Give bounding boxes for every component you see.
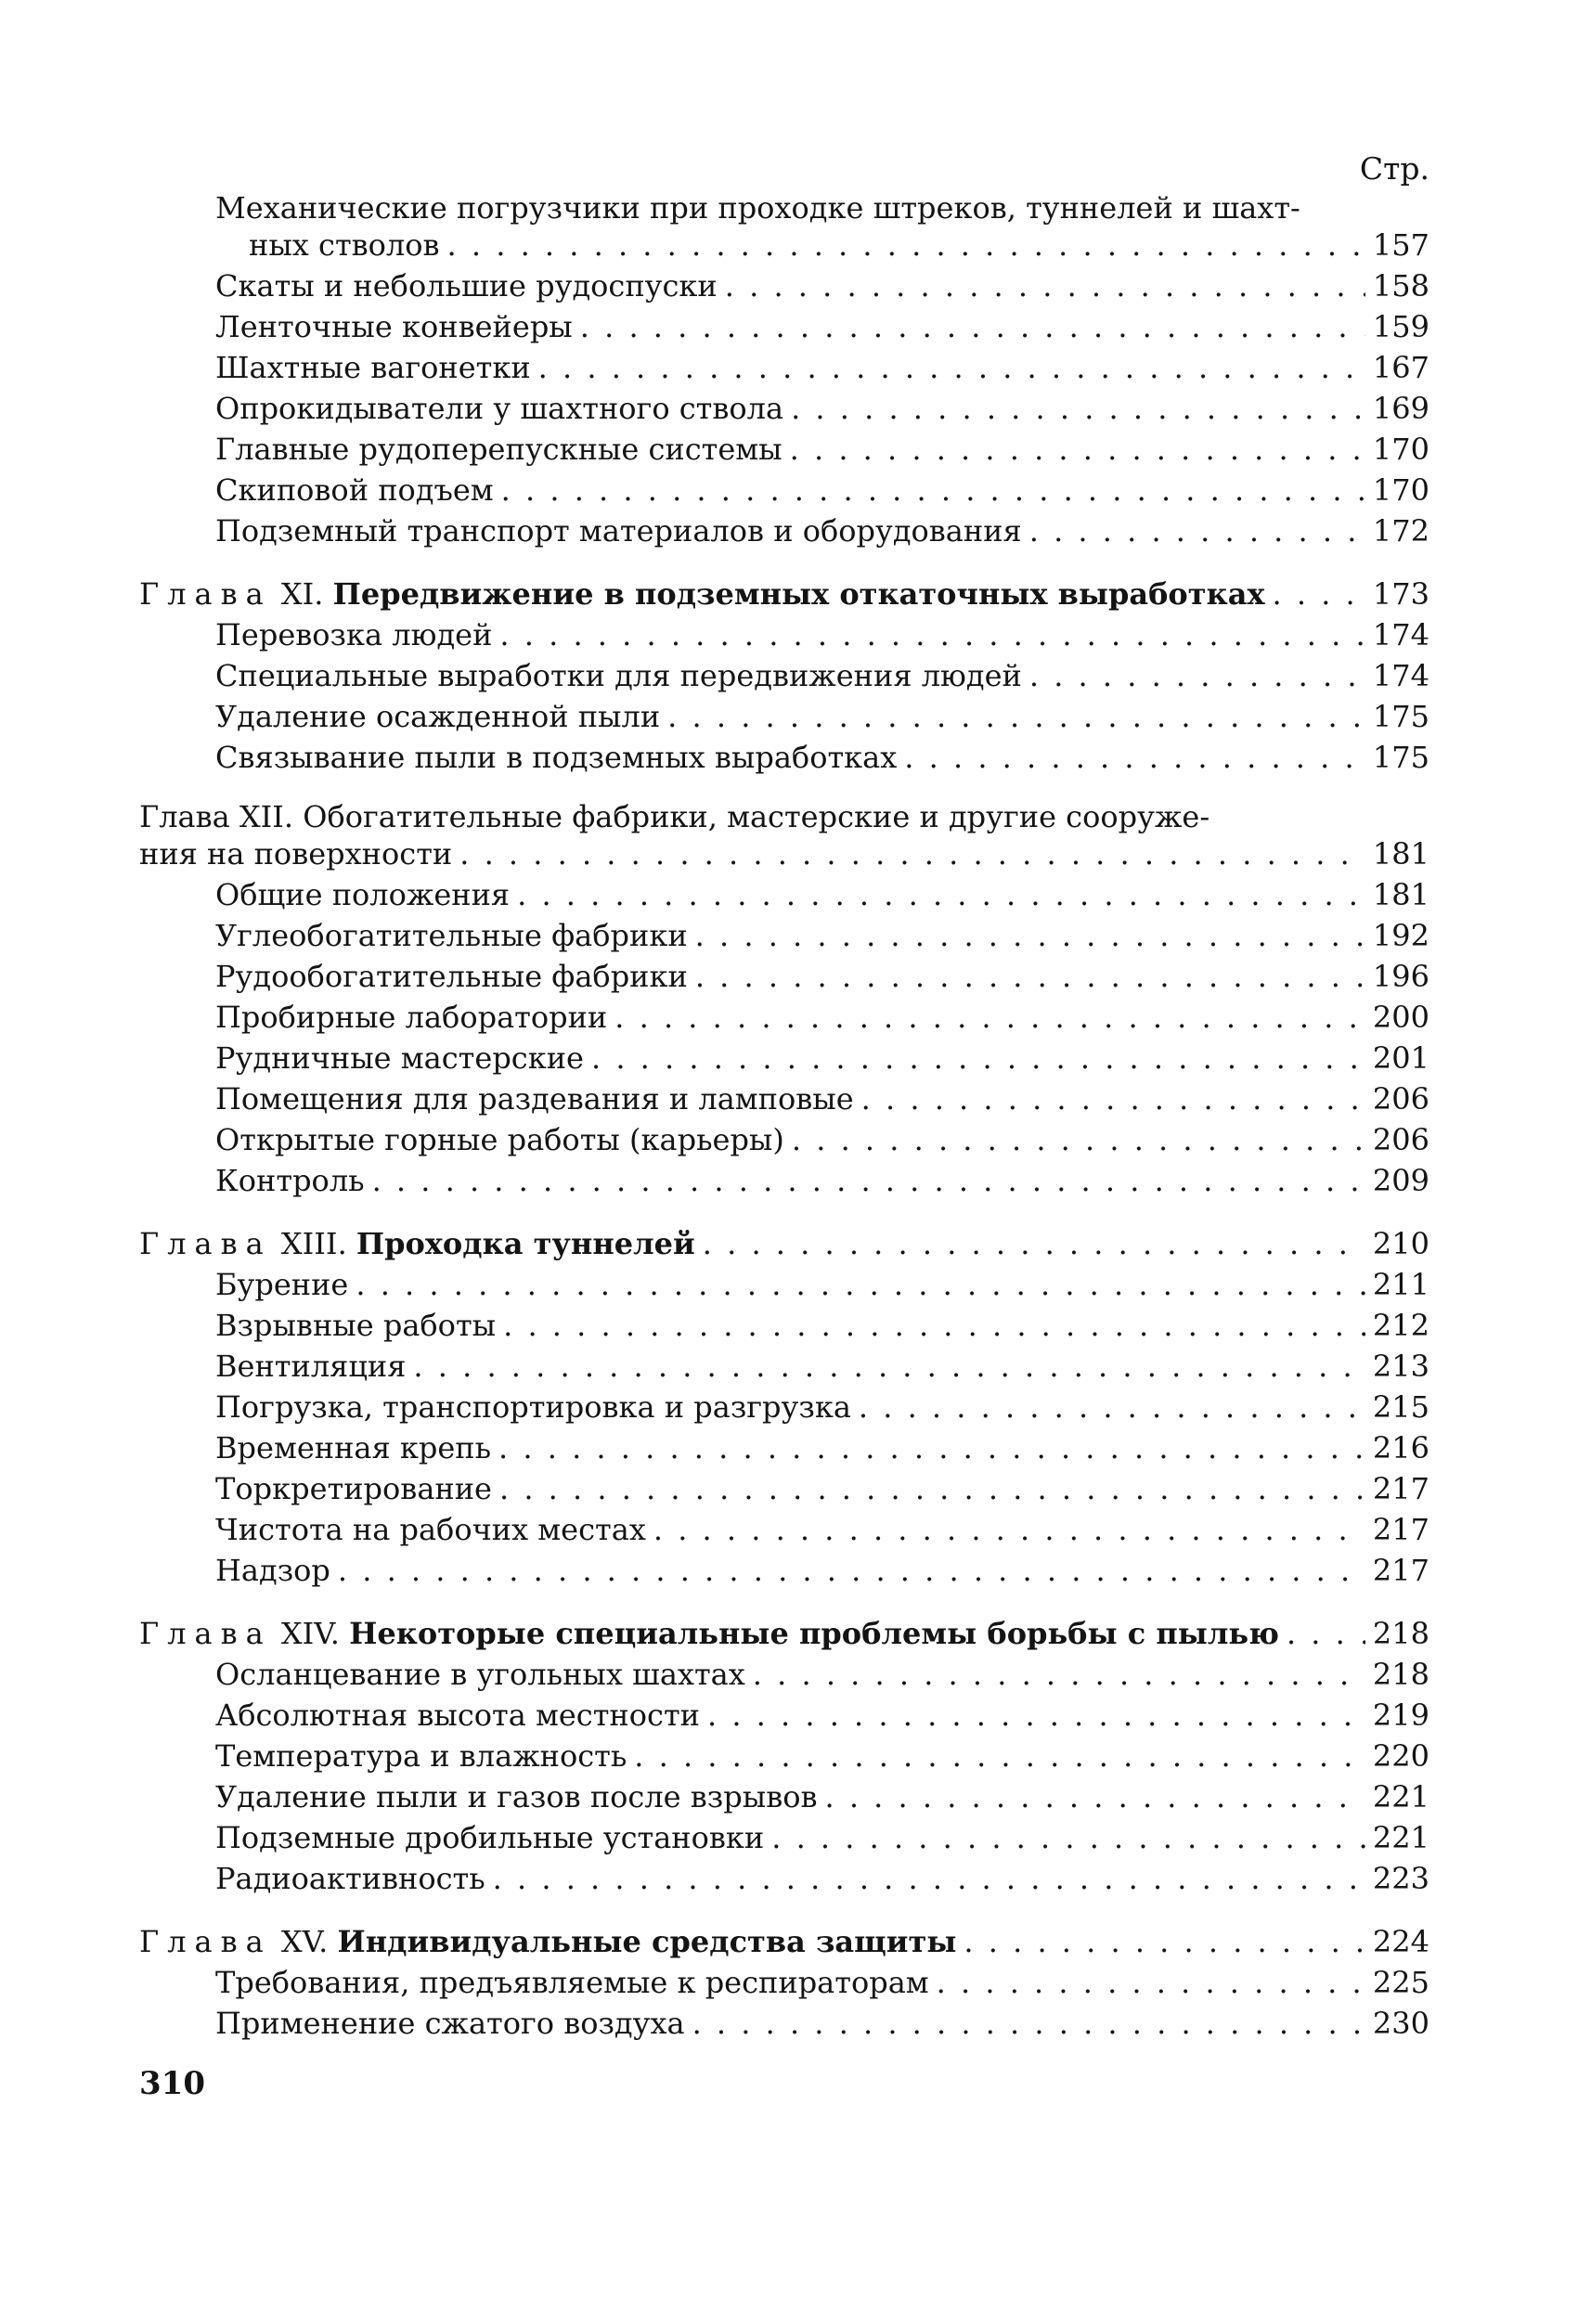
- entry-page-number: 211: [1372, 1267, 1429, 1302]
- toc-entry: [139, 1654, 1429, 1695]
- leader-dots: [695, 915, 1365, 956]
- toc-page: [139, 148, 1429, 2283]
- toc-entry: [139, 1305, 1429, 1346]
- entry-title: Погрузка, транспортировка и разгрузка: [215, 1389, 851, 1425]
- chapter-label: [139, 1223, 695, 1264]
- leader-dots: [1273, 574, 1365, 614]
- toc-entry: [139, 1550, 1429, 1591]
- toc-entry: [139, 614, 1429, 655]
- leader-dots: [792, 1119, 1365, 1160]
- entry-title: Рудничные мастерские: [215, 1040, 584, 1076]
- entry-page-number: 206: [1372, 1081, 1429, 1117]
- entry-page-number: 200: [1372, 1000, 1429, 1035]
- chapter-title: Передвижение в подземных откаточных выработках: [332, 576, 1265, 612]
- entry-page-number: 201: [1372, 1040, 1429, 1076]
- leader-dots: [937, 1962, 1365, 2003]
- entry-page-number: 221: [1372, 1820, 1429, 1855]
- toc-entry: [139, 1387, 1429, 1427]
- leader-dots: [499, 1468, 1365, 1509]
- leader-dots: [447, 225, 1365, 265]
- leader-dots: [725, 265, 1365, 306]
- entry-title: Чистота на рабочих местах: [215, 1512, 646, 1547]
- toc-entry: [139, 1468, 1429, 1509]
- toc-entry: [139, 696, 1429, 737]
- entry-title: Бурение: [215, 1267, 349, 1302]
- entry-page-number: 159: [1372, 309, 1429, 344]
- entry-title: Связывание пыли в подземных выработках: [215, 740, 898, 775]
- chapter-title: Проходка туннелей: [356, 1226, 695, 1261]
- leader-dots: [338, 1550, 1365, 1591]
- toc-entry: [139, 2003, 1429, 2044]
- chapter-heading: [139, 1223, 1429, 1264]
- entry-title-line-2: [215, 225, 1429, 265]
- leader-dots: [859, 1387, 1365, 1427]
- chapter-title-line-2: [139, 833, 1429, 874]
- leader-dots: [503, 1305, 1365, 1346]
- leader-dots: [1029, 655, 1365, 696]
- entry-page-number: 209: [1372, 1163, 1429, 1198]
- chapter-number: XIII.: [280, 1226, 347, 1261]
- entry-title: Подземные дробильные установки: [215, 1820, 765, 1855]
- entry-page-number: 175: [1372, 740, 1429, 775]
- entry-title: Скаты и небольшие рудоспуски: [215, 268, 718, 303]
- leader-dots: [538, 347, 1365, 388]
- toc-entry: [139, 1119, 1429, 1160]
- leader-dots: [459, 833, 1365, 874]
- entry-title: Применение сжатого воздуха: [215, 2006, 685, 2041]
- entry-title: Торкретирование: [215, 1471, 492, 1506]
- page-number: 310: [139, 2065, 205, 2102]
- chapter-word: Глава: [139, 1226, 272, 1261]
- entry-page-number: 167: [1372, 350, 1429, 385]
- leader-dots: [707, 1695, 1365, 1736]
- chapter-number: XI.: [280, 576, 324, 612]
- leader-dots: [695, 956, 1365, 997]
- entry-title: Ленточные конвейеры: [215, 309, 573, 344]
- leader-dots: [356, 1264, 1365, 1305]
- leader-dots: [1029, 510, 1365, 551]
- entry-page-number: 217: [1372, 1471, 1429, 1506]
- toc-entry: [139, 1736, 1429, 1776]
- toc-entry: [139, 191, 1429, 265]
- chapter-label: [139, 574, 1265, 614]
- entry-title: Опрокидыватели у шахтного ствола: [215, 391, 784, 426]
- entry-page-number: 217: [1372, 1553, 1429, 1588]
- leader-dots: [499, 614, 1365, 655]
- entry-title: Взрывные работы: [215, 1308, 497, 1343]
- table-of-contents: [139, 191, 1429, 2044]
- toc-entry: [139, 470, 1429, 510]
- toc-entry: [139, 1078, 1429, 1119]
- chapter-number: XIV.: [280, 1616, 340, 1651]
- toc-entry: [139, 1264, 1429, 1305]
- toc-entry: [139, 737, 1429, 778]
- toc-entry: [139, 388, 1429, 429]
- chapter-heading: [139, 1921, 1429, 1962]
- entry-page-number: 217: [1372, 1512, 1429, 1547]
- entry-title: Пробирные лаборатории: [215, 1000, 608, 1035]
- entry-page-number: 221: [1372, 1779, 1429, 1814]
- entry-page-number: 192: [1372, 918, 1429, 953]
- chapter-title: Некоторые специальные проблемы борьбы с пылью: [349, 1616, 1279, 1651]
- leader-dots: [753, 1654, 1365, 1695]
- leader-dots: [372, 1160, 1365, 1201]
- entry-page-number: 225: [1372, 1965, 1429, 2000]
- toc-entry: [139, 915, 1429, 956]
- chapter-title: Индивидуальные средства защиты: [337, 1924, 957, 1959]
- entry-page-number: 196: [1372, 959, 1429, 994]
- leader-dots: [791, 388, 1365, 429]
- toc-entry: [139, 1858, 1429, 1899]
- toc-entry: [139, 429, 1429, 470]
- toc-entry: [139, 874, 1429, 915]
- entry-title: Перевозка людей: [215, 617, 493, 652]
- chapter-word: Глава: [139, 1616, 272, 1651]
- entry-title: Требования, предъявляемые к респираторам: [215, 1965, 929, 2000]
- entry-page-number: 175: [1372, 699, 1429, 734]
- leader-dots: [904, 737, 1365, 778]
- entry-title: Специальные выработки для передвижения людей: [215, 658, 1022, 693]
- entry-title: Осланцевание в угольных шахтах: [215, 1657, 745, 1692]
- entry-title: Шахтные вагонетки: [215, 350, 531, 385]
- toc-entry: [139, 1962, 1429, 2003]
- leader-dots: [824, 1776, 1365, 1817]
- toc-entry: [139, 1776, 1429, 1817]
- entry-page-number: 223: [1372, 1861, 1429, 1896]
- entry-page-number: 157: [1372, 227, 1429, 263]
- leader-dots: [493, 1858, 1365, 1899]
- chapter-heading: [139, 800, 1429, 874]
- entry-page-number: 216: [1372, 1430, 1429, 1465]
- chapter-number: XV.: [280, 1924, 329, 1959]
- chapter-page-number: 210: [1372, 1226, 1429, 1261]
- toc-entry: [139, 1817, 1429, 1858]
- entry-title: Главные рудоперепускные системы: [215, 432, 783, 467]
- chapter-title-line-1: Обогатительные фабрики, мастерские и другие сооруже-: [303, 799, 1210, 834]
- entry-title: Общие положения: [215, 877, 511, 912]
- chapter-page-number: 218: [1372, 1616, 1429, 1651]
- entry-title: Контроль: [215, 1163, 365, 1198]
- entry-page-number: 220: [1372, 1738, 1429, 1774]
- entry-page-number: 174: [1372, 658, 1429, 693]
- entry-page-number: 219: [1372, 1698, 1429, 1733]
- entry-title: Абсолютная высота местности: [215, 1698, 700, 1733]
- chapter-heading: [139, 574, 1429, 614]
- toc-entry: [139, 1427, 1429, 1468]
- entry-page-number: 170: [1372, 432, 1429, 467]
- leader-dots: [1287, 1613, 1365, 1654]
- entry-page-number: 230: [1372, 2006, 1429, 2041]
- toc-entry: [139, 347, 1429, 388]
- entry-title: Открытые горные работы (карьеры): [215, 1122, 784, 1157]
- entry-title: Удаление осажденной пыли: [215, 699, 661, 734]
- leader-dots: [703, 1223, 1365, 1264]
- entry-title: Рудообогатительные фабрики: [215, 959, 688, 994]
- entry-title: Углеобогатительные фабрики: [215, 918, 688, 953]
- chapter-page-number: 181: [1372, 836, 1429, 872]
- toc-entry: [139, 1346, 1429, 1387]
- toc-entry: [139, 1695, 1429, 1736]
- leader-dots: [771, 1817, 1365, 1858]
- toc-entry: [139, 510, 1429, 551]
- entry-title: Надзор: [215, 1553, 330, 1588]
- leader-dots: [517, 874, 1365, 915]
- chapter-label: [139, 1921, 956, 1962]
- entry-title: Помещения для раздевания и ламповые: [215, 1081, 854, 1117]
- entry-page-number: 172: [1372, 513, 1429, 549]
- entry-page-number: 213: [1372, 1349, 1429, 1384]
- entry-page-number: 158: [1372, 268, 1429, 303]
- toc-entry: [139, 265, 1429, 306]
- entry-page-number: 215: [1372, 1389, 1429, 1425]
- chapter-word: Глава: [139, 799, 230, 834]
- entry-title: Временная крепь: [215, 1430, 492, 1465]
- chapter-heading: [139, 1613, 1429, 1654]
- chapter-word: Глава: [139, 576, 272, 612]
- leader-dots: [634, 1736, 1365, 1776]
- leader-dots: [861, 1078, 1365, 1119]
- entry-title: Удаление пыли и газов после взрывов: [215, 1779, 818, 1814]
- leader-dots: [790, 429, 1365, 470]
- entry-page-number: 170: [1372, 472, 1429, 508]
- toc-entry: [139, 997, 1429, 1038]
- entry-page-number: 181: [1372, 877, 1429, 912]
- leader-dots: [964, 1921, 1365, 1962]
- leader-dots: [653, 1509, 1365, 1550]
- entry-page-number: 212: [1372, 1308, 1429, 1343]
- entry-page-number: 218: [1372, 1657, 1429, 1692]
- chapter-label: [139, 800, 1429, 833]
- leader-dots: [591, 1038, 1365, 1078]
- leader-dots: [614, 997, 1365, 1038]
- entry-title-continued: ных стволов: [249, 227, 440, 263]
- entry-title: Радиоактивность: [215, 1861, 485, 1896]
- chapter-label: [139, 1613, 1279, 1654]
- leader-dots: [692, 2003, 1365, 2044]
- leader-dots: [667, 696, 1365, 737]
- toc-entry: [139, 1160, 1429, 1201]
- toc-entry: [139, 306, 1429, 347]
- chapter-number: XII.: [239, 799, 294, 834]
- entry-title: Температура и влажность: [215, 1738, 627, 1774]
- entry-title: Скиповой подъем: [215, 472, 494, 508]
- entry-page-number: 169: [1372, 391, 1429, 426]
- leader-dots: [501, 470, 1365, 510]
- leader-dots: [413, 1346, 1365, 1387]
- chapter-word: Глава: [139, 1924, 272, 1959]
- chapter-title-continued: ния на поверхности: [139, 836, 453, 872]
- leader-dots: [580, 306, 1365, 347]
- entry-page-number: 174: [1372, 617, 1429, 652]
- toc-entry: [139, 1038, 1429, 1078]
- entry-page-number: 206: [1372, 1122, 1429, 1157]
- entry-title: Вентиляция: [215, 1349, 407, 1384]
- chapter-page-number: 173: [1372, 576, 1429, 612]
- entry-title-line-1: Механические погрузчики при проходке штреков, туннелей и шахт-: [215, 190, 1300, 226]
- chapter-page-number: 224: [1372, 1924, 1429, 1959]
- page-column-header: Стр.: [1359, 150, 1429, 187]
- toc-entry: [139, 1509, 1429, 1550]
- toc-entry: [139, 956, 1429, 997]
- entry-title: Подземный транспорт материалов и оборудования: [215, 513, 1022, 549]
- leader-dots: [498, 1427, 1365, 1468]
- toc-entry: [139, 655, 1429, 696]
